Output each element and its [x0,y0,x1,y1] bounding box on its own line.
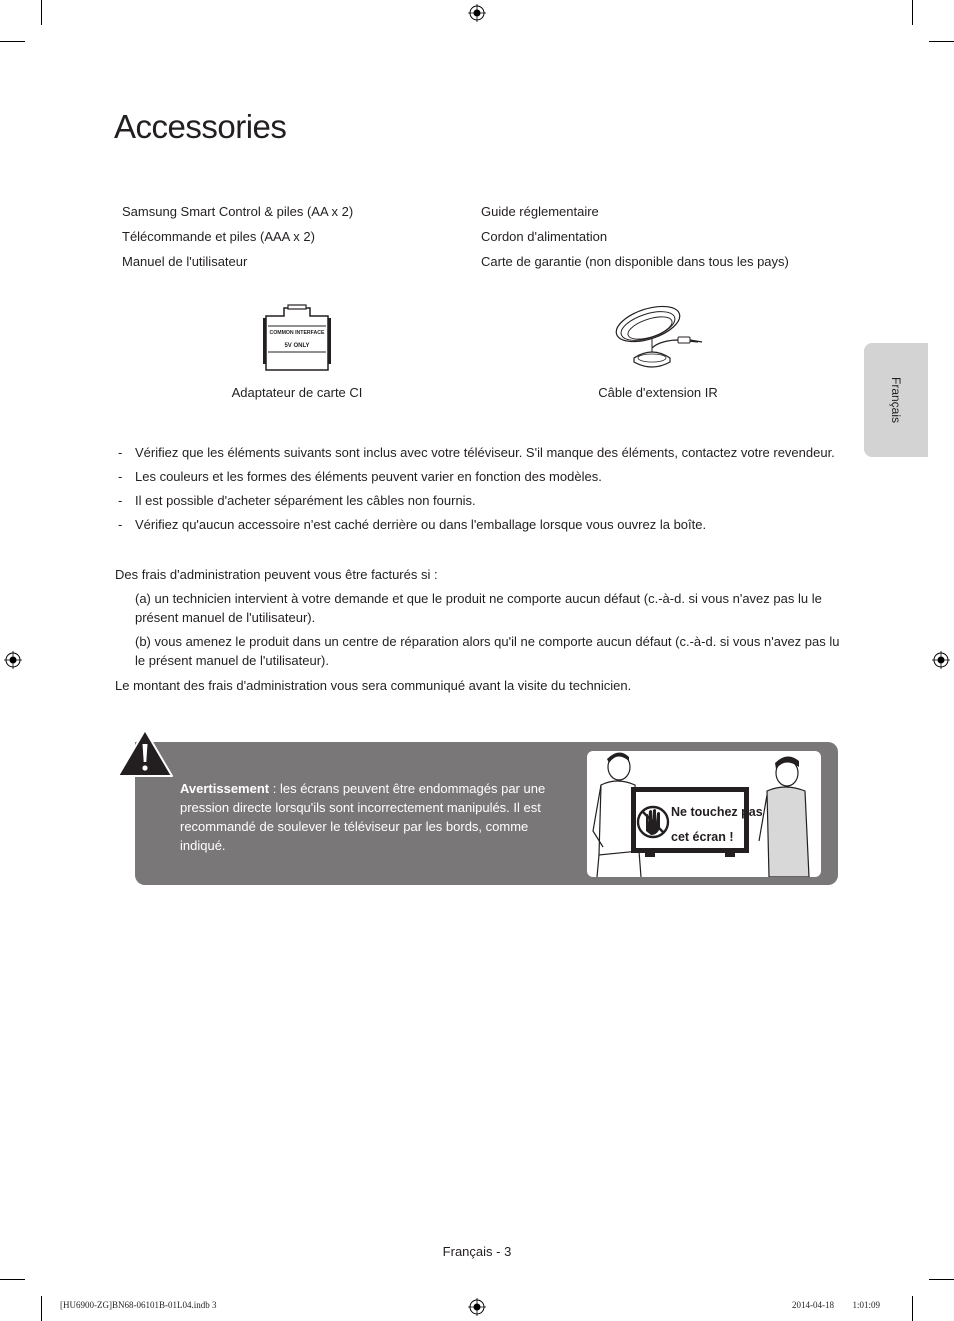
note-text: Vérifiez qu'aucun accessoire n'est caché derrière ou dans l'emballage lorsque vous ouvrez la boîte. [135,517,707,532]
page-title: Accessories [114,108,287,145]
warning-label: Avertissement [180,781,270,796]
language-side-tab [864,343,928,457]
warning-triangle-icon [116,728,174,778]
warning-text [180,779,552,855]
registration-mark-icon [932,651,950,669]
registration-mark-icon [468,4,486,22]
crop-mark [912,1296,913,1321]
page-number: Français - 3 [442,1244,512,1259]
crop-mark [929,41,954,42]
print-slug-left: [HU6900-ZG]BN68-06101B-01L04.indb 3 [60,1300,217,1310]
note-text: Il est possible d'acheter séparément les câbles non fournis. [135,493,476,508]
screen-message-line2: cet écran ! [671,830,734,844]
accessory-item: Carte de garantie (non disponible dans tous les pays) [481,254,789,269]
fees-outro: Le montant des frais d'administration vous sera communiqué avant la visite du technicien. [115,678,632,693]
list-item: - Il est possible d'acheter séparément les câbles non fournis. [118,493,476,508]
ci-adapter-caption: Adaptateur de carte CI [231,385,363,400]
accessory-item: Télécommande et piles (AAA x 2) [122,229,315,244]
fees-item-b: (b) vous amenez le produit dans un centre de réparation alors qu'il ne comporte aucun défaut (c.-à-d. si vous n'avez pas lu le présent manuel de l'utilisateur). [135,634,840,668]
screen-message-line1: Ne touchez pas [671,805,763,819]
crop-mark [929,1279,954,1280]
fees-intro: Des frais d'administration peuvent vous être facturés si : [115,567,438,582]
note-text: Les couleurs et les formes des éléments peuvent varier en fonction des modèles. [135,469,602,484]
ci-adapter-label-top: COMMON INTERFACE [269,330,325,336]
language-side-tab-label: Français [889,376,903,424]
list-item: - Vérifiez que les éléments suivants sont inclus avec votre téléviseur. S'il manque des éléments, contactez votre revendeur. [118,445,835,460]
crop-mark [0,41,25,42]
list-item: - Les couleurs et les formes des éléments peuvent varier en fonction des modèles. [118,469,602,484]
ci-card-adapter-icon [260,304,334,374]
note-text: Vérifiez que les éléments suivants sont inclus avec votre téléviseur. S'il manque des éléments, contactez votre revendeur. [135,445,835,460]
list-item: - Vérifiez qu'aucun accessoire n'est caché derrière ou dans l'emballage lorsque vous ouvrez la boîte. [118,517,707,532]
print-slug-right: 2014-04-18 ￿￿ 1:01:09 [792,1300,880,1310]
ir-extension-cable-icon [608,302,704,374]
accessory-item: Guide réglementaire [481,204,599,219]
fees-item-a: (a) un technicien intervient à votre demande et que le produit ne comporte aucun défaut (c.-à-d. si vous n'avez pas lu le présent manuel de l'utilisateur). [135,591,822,625]
registration-mark-icon [468,1298,486,1316]
ci-adapter-label-bottom: 5V ONLY [284,343,310,349]
tv-handling-illustration [587,751,821,877]
crop-mark [912,0,913,25]
registration-mark-icon [4,651,22,669]
accessory-item: Manuel de l'utilisateur [122,254,248,269]
accessory-item: Samsung Smart Control & piles (AA x 2) [122,204,354,219]
warning-body: : les écrans peuvent être endommagés par une pression directe lorsqu'ils sont incorrectement manipulés. Il est recommandé de soulever le téléviseur par les bords, comme indiqué. [180,781,546,853]
ir-cable-caption: Câble d'extension IR [598,385,718,400]
crop-mark [41,1296,42,1321]
notes-list [118,445,848,541]
crop-mark [0,1279,25,1280]
crop-mark [41,0,42,25]
accessory-item: Cordon d'alimentation [481,229,608,244]
people-holding-tv-icon [587,751,821,877]
